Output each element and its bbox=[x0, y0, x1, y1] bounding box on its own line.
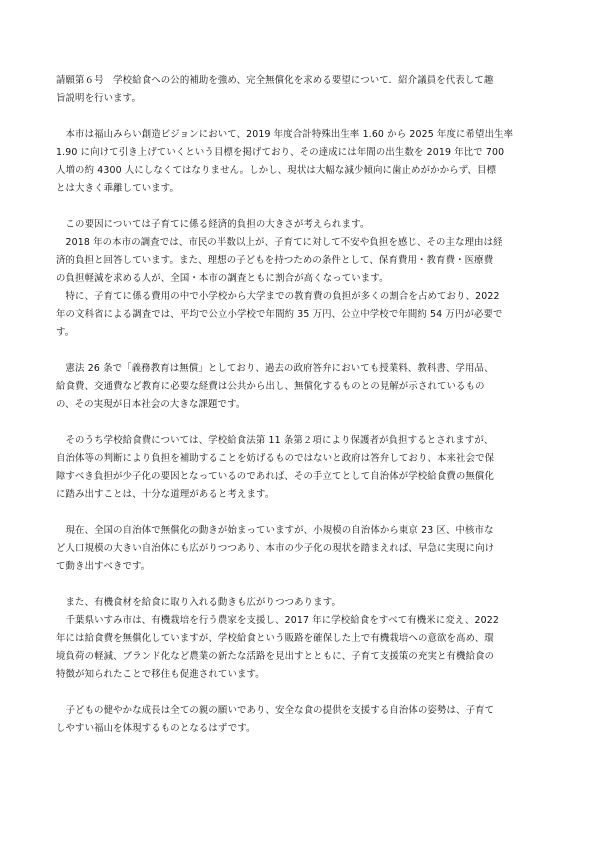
text-line: 特徴が知られたことで移住も促進されています。 bbox=[56, 669, 265, 680]
text-line: 本市は福山みらい創造ビジョンにおいて、2019 年度合計特殊出生率 1.60 から 2025 年度に希望出生率 bbox=[56, 129, 514, 140]
paragraph-economic-burden bbox=[56, 216, 540, 342]
paragraph-organic-food bbox=[56, 594, 540, 684]
text-line: 障すべき負担が少子化の要因となっているのであれば、その手立てとして自治体が学校給食費の無償化 bbox=[56, 471, 494, 482]
text-line: 現在、全国の自治体で無償化の動きが始まっていますが、小規模の自治体から東京 23 区、中核市な bbox=[56, 525, 494, 536]
text-line: 年の文科省による調査では、平均で公立小学校で年間約 35 万円、公立中学校で年間約 54 万円が必要で bbox=[56, 309, 503, 320]
text-line: また、有機食材を給食に取り入れる動きも広がりつつあります。 bbox=[56, 597, 342, 608]
text-line: 憲法 26 条で「義務教育は無償」としており、過去の政府答弁においても授業料、教科書、学用品、 bbox=[56, 363, 494, 374]
text-line: の、その実現が日本社会の大きな課題です。 bbox=[56, 399, 246, 410]
text-line: 千葉県いすみ市は、有機栽培を行う農家を支援し、2017 年に学校給食をすべて有機米に変え、2022 bbox=[56, 615, 499, 626]
paragraph-birth-rate-goal bbox=[56, 126, 540, 198]
text-line: しやすい福山を体現するものとなるはずです。 bbox=[56, 723, 256, 734]
text-line: ど人口規模の大きい自治体にも広がりつつあり、本市の少子化の現状を踏まえれば、早急に実現に向け bbox=[56, 543, 495, 554]
text-line: す。 bbox=[56, 327, 75, 338]
text-line: 請願第６号 学校給食への公的補助を強め、完全無償化を求める要望について．紹介議員を代表して趣 bbox=[56, 75, 494, 86]
text-line: 給食費、交通費など教育に必要な経費は公共から出し、無償化するものとの見解が示されているもの bbox=[56, 381, 485, 392]
paragraph-intro bbox=[56, 72, 540, 108]
text-line: 1.90 に向けて引き上げていくという目標を掲げており、その達成には年間の出生数を 2019 年比で 700 bbox=[56, 147, 505, 158]
text-line: 自治体等の判断により負担を補助することを妨げるものではないと政府は答弁しており、本来社会で保 bbox=[56, 453, 495, 464]
text-line: そのうち学校給食費については、学校給食法第 11 条第２項により保護者が負担するとされますが、 bbox=[56, 435, 494, 446]
text-line: この要因については子育てに係る経済的負担の大きさが考えられます。 bbox=[56, 219, 370, 230]
paragraph-school-lunch-law bbox=[56, 432, 540, 504]
text-line: に踏み出すことは、十分な道理があると考えます。 bbox=[56, 489, 275, 500]
text-line: 済的負担と回答しています。また、理想の子どもを持つための条件として、保育費用・教育費・医療費 bbox=[56, 255, 494, 266]
paragraph-conclusion bbox=[56, 702, 540, 738]
text-line: の負担軽減を求める人が、全国・本市の調査ともに割合が高くなっています。 bbox=[56, 273, 389, 284]
text-line: 2018 年の本市の調査では、市民の半数以上が、子育てに対して不安や負担を感じ、その主な理由は経 bbox=[56, 237, 503, 248]
text-line: て動き出すべきです。 bbox=[56, 561, 151, 572]
text-line: 年には給食費を無償化していますが、学校給食という販路を確保した上で有機栽培への意欲を高め、環 bbox=[56, 633, 494, 644]
text-line: 境負荷の軽減、ブランド化など農業の新たな活路を見出すとともに、子育て支援策の充実と有機給食の bbox=[56, 651, 495, 662]
paragraph-constitution bbox=[56, 360, 540, 414]
document-page bbox=[56, 72, 540, 738]
text-line: 子どもの健やかな成長は全ての親の願いであり、安全な食の提供を支援する自治体の姿勢は、子育て bbox=[56, 705, 495, 716]
text-line: 特に、子育てに係る費用の中で小学校から大学までの教育費の負担が多くの割合を占めており、2022 bbox=[56, 291, 500, 302]
text-line: 人増の約 4300 人にしなくてはなりません。しかし、現状は大幅な減少傾向に歯止めがかからず、目標 bbox=[56, 165, 497, 176]
text-line: 旨説明を行います。 bbox=[56, 93, 141, 104]
paragraph-nationwide-trend bbox=[56, 522, 540, 576]
text-line: とは大きく乖離しています。 bbox=[56, 183, 180, 194]
